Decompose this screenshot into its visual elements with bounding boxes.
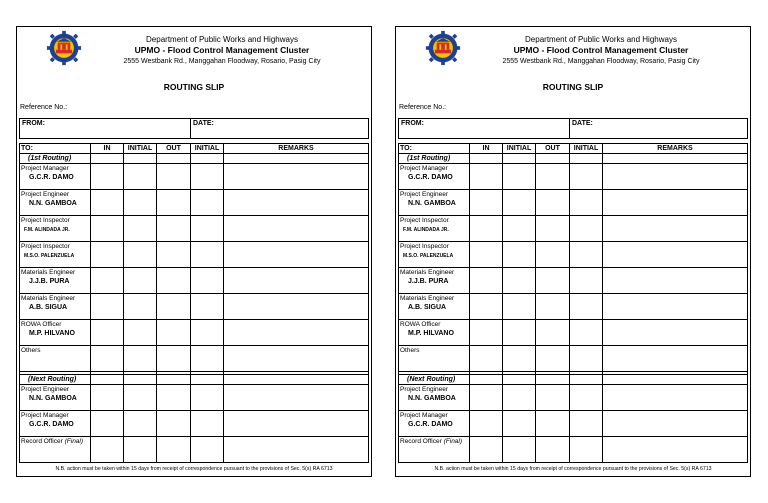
date-field[interactable] — [191, 119, 369, 139]
from-label: FROM: — [22, 120, 45, 127]
out-cell[interactable] — [536, 346, 570, 372]
remarks-cell[interactable] — [603, 320, 748, 346]
initial-in-cell[interactable] — [503, 268, 536, 294]
initial-out-cell[interactable] — [191, 190, 224, 216]
unit-name: UPMO - Flood Control Management Cluster — [134, 45, 310, 55]
slip-title: ROUTING SLIP — [163, 82, 225, 92]
recipient-name: N.N. GAMBOA — [29, 395, 77, 402]
in-cell[interactable] — [470, 164, 503, 190]
routing-slip — [395, 26, 751, 477]
initial-in-cell[interactable] — [124, 437, 157, 463]
initial-header: INITIAL — [124, 144, 157, 154]
initial-out-cell[interactable] — [570, 320, 603, 346]
recipient-name: M.S.O. PALENZUELA — [403, 253, 454, 259]
initial-in-cell[interactable] — [503, 190, 536, 216]
in-header: IN — [470, 144, 503, 154]
initial-in-cell[interactable] — [124, 216, 157, 242]
remarks-cell[interactable] — [224, 346, 369, 372]
recipient-name: G.C.R. DAMO — [29, 421, 74, 428]
recipient-role: Project Manager — [21, 412, 69, 419]
routing-row — [20, 164, 369, 190]
from-label: FROM: — [401, 120, 424, 127]
in-cell[interactable] — [91, 268, 124, 294]
in-cell[interactable] — [470, 190, 503, 216]
slip-header — [17, 27, 371, 79]
in-cell[interactable] — [91, 411, 124, 437]
routing-row — [20, 268, 369, 294]
recipient-role: Project Inspector — [21, 217, 70, 224]
remarks-cell[interactable] — [603, 437, 748, 463]
office-address: 2555 Westbank Rd., Manggahan Floodway, Rosario, Pasig City — [502, 58, 700, 65]
routing-section-row — [399, 375, 748, 385]
recipient-role: Materials Engineer — [400, 269, 455, 276]
routing-row — [20, 346, 369, 372]
out-cell[interactable] — [157, 294, 191, 320]
recipient-role: Project Engineer — [21, 191, 70, 198]
in-cell[interactable] — [91, 242, 124, 268]
out-cell[interactable] — [157, 216, 191, 242]
from-field[interactable] — [20, 119, 191, 139]
recipient-role: Materials Engineer — [400, 295, 455, 302]
routing-row — [399, 437, 748, 463]
recipient-name: N.N. GAMBOA — [408, 395, 456, 402]
recipient-cell — [20, 216, 91, 242]
routing-row — [399, 268, 748, 294]
routing-table-header — [20, 144, 369, 154]
in-cell[interactable] — [470, 268, 503, 294]
role-note: (Final) — [64, 438, 84, 445]
recipient-cell — [399, 320, 470, 346]
out-cell[interactable] — [536, 242, 570, 268]
routing-row — [399, 411, 748, 437]
initial-out-cell[interactable] — [570, 385, 603, 411]
remarks-cell[interactable] — [603, 242, 748, 268]
recipient-role: Others — [400, 347, 420, 354]
initial-out-cell[interactable] — [570, 411, 603, 437]
initial-out-cell[interactable] — [570, 164, 603, 190]
unit-name: UPMO - Flood Control Management Cluster — [513, 45, 689, 55]
initial-in-cell[interactable] — [503, 437, 536, 463]
out-cell[interactable] — [157, 411, 191, 437]
remarks-cell[interactable] — [224, 385, 369, 411]
recipient-role: ROWA Officer — [400, 321, 441, 328]
initial-in-cell[interactable] — [503, 411, 536, 437]
out-cell[interactable] — [157, 242, 191, 268]
slip-title: ROUTING SLIP — [542, 82, 604, 92]
initial-in-cell[interactable] — [503, 346, 536, 372]
remarks-cell[interactable] — [224, 242, 369, 268]
routing-row — [399, 164, 748, 190]
out-cell[interactable] — [536, 216, 570, 242]
recipient-cell — [399, 294, 470, 320]
routing-section-row — [399, 154, 748, 164]
recipient-cell — [20, 320, 91, 346]
routing-row — [399, 346, 748, 372]
recipient-role: Record Officer — [21, 438, 63, 445]
recipient-cell — [399, 385, 470, 411]
out-cell[interactable] — [157, 320, 191, 346]
department-name: Department of Public Works and Highways — [146, 35, 298, 44]
from-date-table — [19, 118, 369, 139]
out-cell[interactable] — [536, 268, 570, 294]
out-cell[interactable] — [536, 164, 570, 190]
out-cell[interactable] — [157, 437, 191, 463]
initial-out-cell[interactable] — [570, 190, 603, 216]
routing-section-label: (1st Routing) — [20, 154, 91, 164]
routing-row — [20, 385, 369, 411]
out-header: OUT — [157, 144, 191, 154]
routing-row — [399, 190, 748, 216]
recipient-name: G.C.R. DAMO — [408, 174, 453, 181]
remarks-cell[interactable] — [603, 346, 748, 372]
to-header: TO: — [399, 144, 470, 154]
initial-in-cell[interactable] — [124, 385, 157, 411]
initial-out-cell[interactable] — [191, 320, 224, 346]
remarks-cell[interactable] — [603, 190, 748, 216]
routing-row — [20, 437, 369, 463]
routing-section-row — [20, 154, 369, 164]
in-cell[interactable] — [91, 320, 124, 346]
recipient-role: Project Engineer — [400, 386, 449, 393]
routing-row — [20, 411, 369, 437]
recipient-name: A.B. SIGUA — [29, 304, 68, 311]
initial-out-cell[interactable] — [191, 268, 224, 294]
out-cell[interactable] — [157, 268, 191, 294]
initial-header: INITIAL — [503, 144, 536, 154]
initial-out-cell[interactable] — [191, 346, 224, 372]
in-cell[interactable] — [470, 216, 503, 242]
in-cell[interactable] — [470, 385, 503, 411]
recipient-cell — [399, 164, 470, 190]
reference-number-label: Reference No.: — [20, 104, 68, 111]
recipient-cell — [399, 190, 470, 216]
initial-in-cell[interactable] — [124, 268, 157, 294]
recipient-name: M.P. HILVANO — [408, 330, 454, 337]
recipient-cell — [20, 190, 91, 216]
initial-out-cell[interactable] — [191, 411, 224, 437]
recipient-role: Materials Engineer — [21, 269, 76, 276]
initial-in-cell[interactable] — [124, 294, 157, 320]
out-cell[interactable] — [536, 411, 570, 437]
out-header: OUT — [536, 144, 570, 154]
recipient-name: J.J.B. PURA — [408, 278, 449, 285]
from-field[interactable] — [399, 119, 570, 139]
initial-in-cell[interactable] — [503, 385, 536, 411]
in-cell[interactable] — [470, 411, 503, 437]
initial-out-cell[interactable] — [570, 216, 603, 242]
from-date-table — [398, 118, 748, 139]
routing-section-label: (Next Routing) — [399, 375, 470, 385]
remarks-cell[interactable] — [603, 294, 748, 320]
recipient-role: Record Officer — [400, 438, 442, 445]
recipient-cell — [399, 216, 470, 242]
recipient-cell — [20, 411, 91, 437]
in-cell[interactable] — [470, 320, 503, 346]
recipient-role: Project Inspector — [400, 243, 449, 250]
initial-in-cell[interactable] — [503, 216, 536, 242]
in-cell[interactable] — [91, 294, 124, 320]
routing-row — [399, 216, 748, 242]
recipient-name: N.N. GAMBOA — [408, 200, 456, 207]
initial-header: INITIAL — [191, 144, 224, 154]
initial-out-cell[interactable] — [191, 164, 224, 190]
remarks-cell[interactable] — [603, 164, 748, 190]
recipient-name: A.B. SIGUA — [408, 304, 447, 311]
initial-header: INITIAL — [570, 144, 603, 154]
remarks-cell[interactable] — [224, 190, 369, 216]
initial-out-cell[interactable] — [191, 385, 224, 411]
recipient-role: ROWA Officer — [21, 321, 62, 328]
remarks-cell[interactable] — [603, 411, 748, 437]
footnote: N.B. action must be taken within 15 days from receipt of correspondence pursuant to the provisions of Sec. 5(s) RA 6713 — [434, 466, 712, 472]
reference-number-label: Reference No.: — [399, 104, 447, 111]
routing-row — [20, 216, 369, 242]
out-cell[interactable] — [536, 190, 570, 216]
remarks-header: REMARKS — [224, 144, 369, 154]
out-cell[interactable] — [536, 320, 570, 346]
out-cell[interactable] — [157, 164, 191, 190]
recipient-role: Project Engineer — [400, 191, 449, 198]
initial-in-cell[interactable] — [503, 164, 536, 190]
initial-out-cell[interactable] — [570, 437, 603, 463]
routing-slip — [16, 26, 372, 477]
in-header: IN — [91, 144, 124, 154]
out-cell[interactable] — [157, 190, 191, 216]
recipient-role: Materials Engineer — [21, 295, 76, 302]
recipient-role: Project Manager — [400, 412, 448, 419]
routing-section-label: (Next Routing) — [20, 375, 91, 385]
recipient-cell — [399, 268, 470, 294]
out-cell[interactable] — [536, 385, 570, 411]
routing-row — [399, 294, 748, 320]
recipient-cell — [399, 242, 470, 268]
date-label: DATE: — [193, 120, 214, 127]
recipient-name: J.J.B. PURA — [29, 278, 70, 285]
initial-out-cell[interactable] — [570, 346, 603, 372]
initial-in-cell[interactable] — [124, 346, 157, 372]
footnote: N.B. action must be taken within 15 days from receipt of correspondence pursuant to the provisions of Sec. 5(s) RA 6713 — [55, 466, 333, 472]
remarks-cell[interactable] — [603, 268, 748, 294]
recipient-name: M.S.O. PALENZUELA — [24, 253, 75, 259]
in-cell[interactable] — [470, 437, 503, 463]
in-cell[interactable] — [91, 164, 124, 190]
slip-header — [396, 27, 750, 79]
recipient-cell — [20, 346, 91, 372]
in-cell[interactable] — [470, 242, 503, 268]
initial-in-cell[interactable] — [503, 320, 536, 346]
department-name: Department of Public Works and Highways — [525, 35, 677, 44]
out-cell[interactable] — [157, 385, 191, 411]
recipient-cell — [399, 437, 470, 463]
initial-out-cell[interactable] — [570, 242, 603, 268]
initial-out-cell[interactable] — [191, 242, 224, 268]
remarks-cell[interactable] — [224, 268, 369, 294]
remarks-cell[interactable] — [224, 294, 369, 320]
in-cell[interactable] — [91, 437, 124, 463]
routing-section-row — [20, 375, 369, 385]
recipient-role: Project Manager — [400, 165, 448, 172]
recipient-name: N.N. GAMBOA — [29, 200, 77, 207]
recipient-cell — [20, 294, 91, 320]
initial-out-cell[interactable] — [570, 268, 603, 294]
date-label: DATE: — [572, 120, 593, 127]
in-cell[interactable] — [91, 216, 124, 242]
out-cell[interactable] — [157, 346, 191, 372]
initial-out-cell[interactable] — [191, 294, 224, 320]
initial-in-cell[interactable] — [124, 190, 157, 216]
recipient-role: Project Manager — [21, 165, 69, 172]
initial-in-cell[interactable] — [503, 242, 536, 268]
remarks-cell[interactable] — [603, 385, 748, 411]
initial-out-cell[interactable] — [570, 294, 603, 320]
recipient-name: F.M. ALINDADA JR. — [403, 227, 449, 233]
remarks-cell[interactable] — [224, 216, 369, 242]
recipient-name: G.C.R. DAMO — [408, 421, 453, 428]
recipient-cell — [399, 346, 470, 372]
recipient-cell — [20, 268, 91, 294]
in-cell[interactable] — [470, 294, 503, 320]
initial-out-cell[interactable] — [191, 216, 224, 242]
routing-table — [398, 143, 748, 463]
routing-row — [20, 242, 369, 268]
recipient-cell — [20, 385, 91, 411]
initial-in-cell[interactable] — [124, 242, 157, 268]
initial-in-cell[interactable] — [124, 164, 157, 190]
out-cell[interactable] — [536, 437, 570, 463]
role-note: (Final) — [443, 438, 463, 445]
recipient-name: G.C.R. DAMO — [29, 174, 74, 181]
initial-in-cell[interactable] — [124, 320, 157, 346]
routing-row — [20, 190, 369, 216]
in-cell[interactable] — [91, 346, 124, 372]
office-address: 2555 Westbank Rd., Manggahan Floodway, Rosario, Pasig City — [123, 58, 321, 65]
initial-in-cell[interactable] — [503, 294, 536, 320]
remarks-cell[interactable] — [603, 216, 748, 242]
recipient-role: Project Engineer — [21, 386, 70, 393]
recipient-role: Project Inspector — [21, 243, 70, 250]
routing-table-header — [399, 144, 748, 154]
routing-table — [19, 143, 369, 463]
recipient-name: M.P. HILVANO — [29, 330, 75, 337]
recipient-cell — [20, 437, 91, 463]
in-cell[interactable] — [91, 385, 124, 411]
recipient-cell — [20, 242, 91, 268]
routing-row — [20, 320, 369, 346]
routing-row — [399, 242, 748, 268]
recipient-cell — [20, 164, 91, 190]
routing-section-label: (1st Routing) — [399, 154, 470, 164]
recipient-name: F.M. ALINDADA JR. — [24, 227, 70, 233]
routing-row — [399, 320, 748, 346]
date-field[interactable] — [570, 119, 748, 139]
recipient-cell — [399, 411, 470, 437]
remarks-cell[interactable] — [224, 411, 369, 437]
remarks-header: REMARKS — [603, 144, 748, 154]
in-cell[interactable] — [470, 346, 503, 372]
to-header: TO: — [20, 144, 91, 154]
recipient-role: Project Inspector — [400, 217, 449, 224]
remarks-cell[interactable] — [224, 164, 369, 190]
recipient-role: Others — [21, 347, 41, 354]
remarks-cell[interactable] — [224, 320, 369, 346]
in-cell[interactable] — [91, 190, 124, 216]
remarks-cell[interactable] — [224, 437, 369, 463]
initial-in-cell[interactable] — [124, 411, 157, 437]
routing-row — [20, 294, 369, 320]
out-cell[interactable] — [536, 294, 570, 320]
initial-out-cell[interactable] — [191, 437, 224, 463]
routing-row — [399, 385, 748, 411]
